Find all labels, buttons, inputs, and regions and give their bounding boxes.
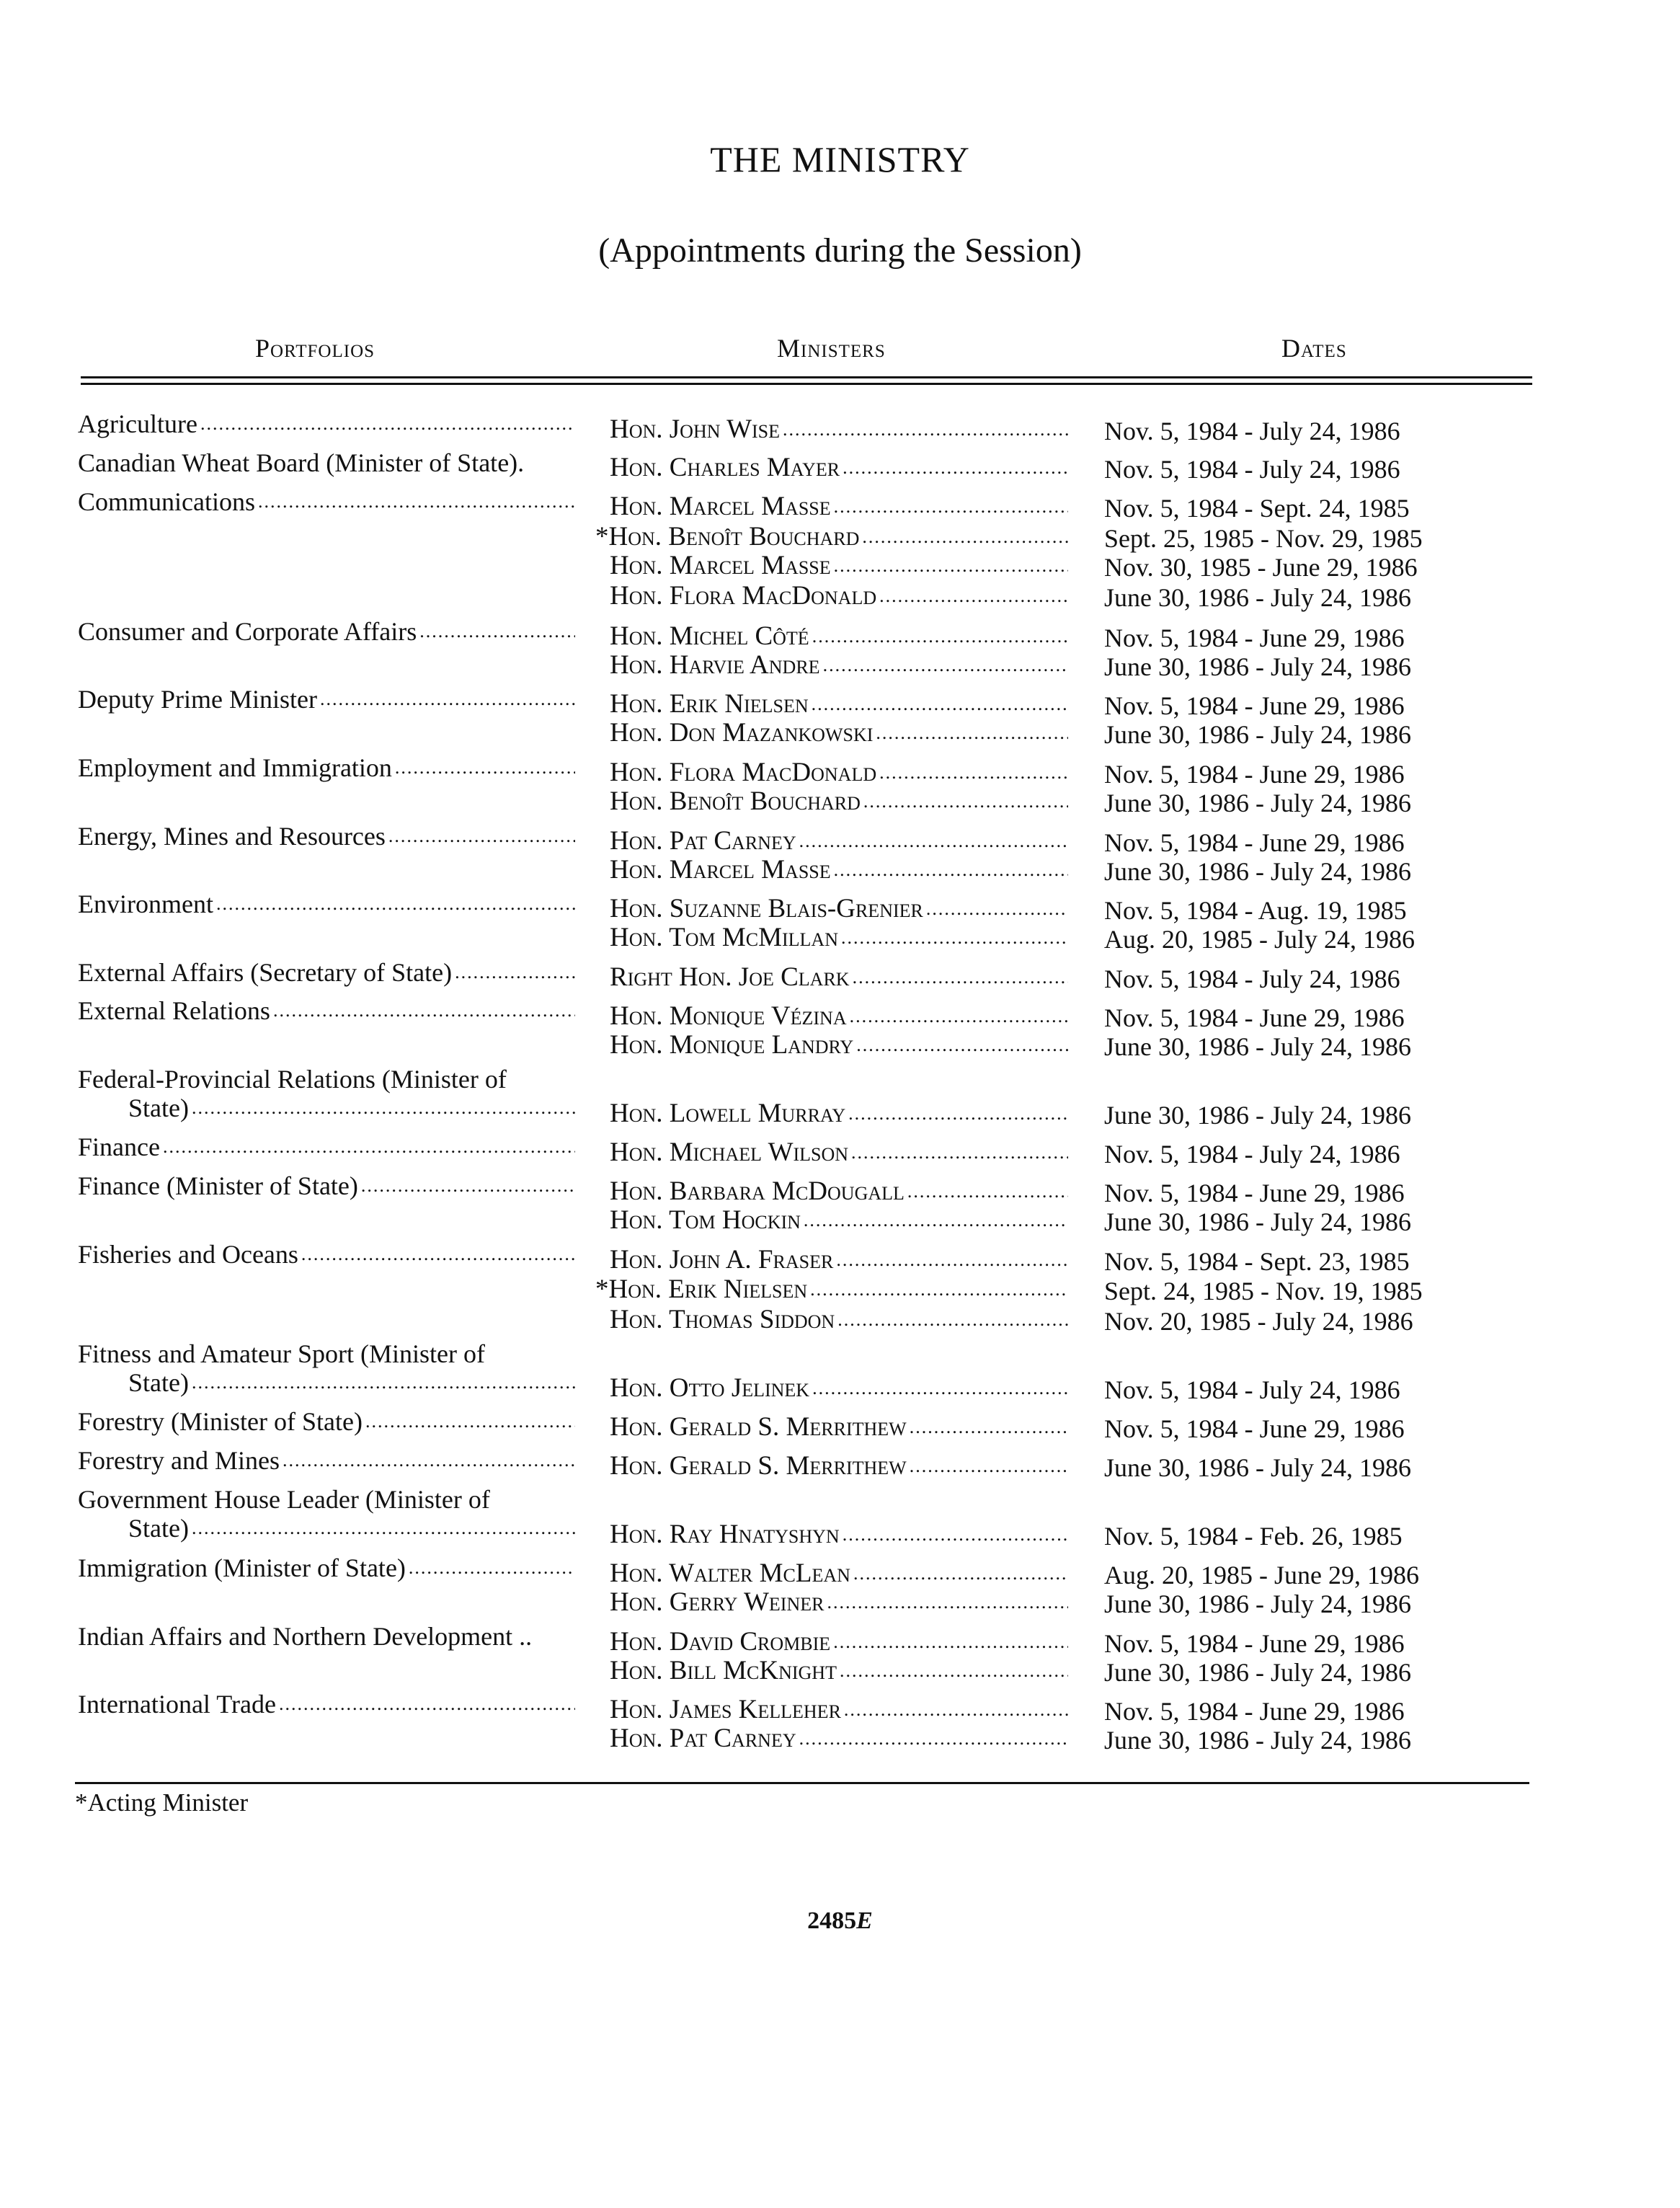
minister-name: Hon. Benoît Bouchard <box>610 786 861 816</box>
minister-name: Hon. Flora MacDonald <box>610 581 877 611</box>
portfolio-row <box>78 448 575 478</box>
date-range: Nov. 5, 1984 - July 24, 1986 <box>1104 965 1400 993</box>
minister-entry <box>595 1274 1068 1305</box>
leader-dots <box>876 758 1068 788</box>
date-range: Nov. 5, 1984 - July 24, 1986 <box>1104 1140 1400 1169</box>
minister-name: Hon. John A. Fraser <box>610 1245 834 1274</box>
date-range: June 30, 1986 - July 24, 1986 <box>1104 1658 1411 1687</box>
portfolio-label: Fisheries and Oceans <box>78 1240 298 1269</box>
minister-entry <box>610 551 1068 581</box>
leader-dots <box>807 1274 1068 1305</box>
leader-dots <box>873 718 1068 748</box>
leader-dots <box>835 1305 1068 1335</box>
leader-dots <box>189 1093 575 1123</box>
minister-name: Hon. Otto Jelinek <box>610 1373 810 1403</box>
minister-name: *Hon. Benoît Bouchard <box>595 522 860 551</box>
leader-dots <box>824 1587 1068 1618</box>
portfolio-label: Employment and Immigration <box>78 753 392 782</box>
minister-entry <box>610 718 1068 748</box>
leader-dots <box>160 1132 575 1162</box>
leader-dots <box>298 1239 575 1269</box>
portfolio-label: Communications <box>78 487 255 516</box>
minister-name: Hon. Charles Mayer <box>610 453 840 482</box>
minister-entry <box>610 1656 1068 1686</box>
minister-entry <box>610 1559 1068 1589</box>
minister-name: Hon. Monique Landry <box>610 1030 854 1060</box>
portfolio-label: International Trade <box>78 1690 276 1719</box>
date-range: Nov. 5, 1984 - June 29, 1986 <box>1104 1414 1405 1443</box>
minister-entry <box>595 522 1068 552</box>
page-subtitle: (Appointments during the Session) <box>598 231 1082 270</box>
footnote: *Acting Minister <box>75 1788 249 1817</box>
portfolio-label: Energy, Mines and Resources <box>78 822 386 851</box>
minister-name: Hon. Gerry Weiner <box>610 1587 825 1617</box>
minister-name: Hon. Thomas Siddon <box>610 1305 835 1334</box>
minister-name: Hon. Monique Vézina <box>610 1001 847 1031</box>
minister-entry <box>610 1138 1068 1168</box>
leader-dots <box>363 1406 575 1437</box>
minister-entry <box>610 855 1068 885</box>
leader-dots <box>876 581 1068 611</box>
portfolio-row <box>78 1621 575 1651</box>
minister-entry <box>610 1030 1068 1060</box>
date-range: Sept. 24, 1985 - Nov. 19, 1985 <box>1104 1277 1423 1305</box>
leader-dots <box>850 1559 1068 1589</box>
date-range: June 30, 1986 - July 24, 1986 <box>1104 1207 1411 1236</box>
portfolio-row <box>78 1171 575 1201</box>
portfolio-row <box>78 957 575 988</box>
minister-name: Hon. Michael Wilson <box>610 1138 849 1167</box>
date-range: Nov. 5, 1984 - July 24, 1986 <box>1104 455 1400 484</box>
minister-entry <box>610 786 1068 817</box>
date-range: Nov. 5, 1984 - June 29, 1986 <box>1104 1629 1405 1658</box>
leader-dots <box>317 684 575 714</box>
minister-entry <box>610 1587 1068 1618</box>
portfolio-label: Deputy Prime Minister <box>78 685 317 714</box>
minister-name: Hon. Erik Nielsen <box>610 689 809 719</box>
leader-dots <box>907 1451 1068 1481</box>
column-header-dates: Dates <box>1281 334 1347 363</box>
leader-dots <box>809 1373 1068 1404</box>
minister-entry <box>610 962 1068 993</box>
minister-entry <box>610 1205 1068 1236</box>
leader-dots <box>831 855 1068 885</box>
portfolio-label: Indian Affairs and Northern Development .. <box>78 1622 533 1651</box>
minister-name: Hon. Marcel Masse <box>610 855 831 884</box>
column-header-portfolios: Portfolios <box>255 334 375 363</box>
date-range: June 30, 1986 - July 24, 1986 <box>1104 583 1411 612</box>
date-range: Nov. 5, 1984 - June 29, 1986 <box>1104 624 1405 652</box>
leader-dots <box>189 1513 575 1543</box>
portfolio-row <box>78 616 575 647</box>
minister-name: Right Hon. Joe Clark <box>610 962 850 992</box>
portfolio-row <box>78 684 575 714</box>
minister-name: Hon. Don Mazankowski <box>610 718 874 748</box>
date-range: June 30, 1986 - July 24, 1986 <box>1104 1101 1411 1130</box>
minister-name: Hon. Suzanne Blais-Grenier <box>610 894 923 923</box>
leader-dots <box>417 616 575 647</box>
date-range: Nov. 5, 1984 - Feb. 26, 1985 <box>1104 1522 1403 1551</box>
leader-dots <box>392 753 575 783</box>
date-range: June 30, 1986 - July 24, 1986 <box>1104 1590 1411 1618</box>
minister-name: *Hon. Erik Nielsen <box>595 1274 808 1304</box>
leader-dots <box>847 1001 1068 1032</box>
leader-dots <box>358 1171 575 1201</box>
portfolio-label: State) <box>128 1368 189 1397</box>
date-range: Nov. 20, 1985 - July 24, 1986 <box>1104 1307 1413 1336</box>
minister-entry <box>610 492 1068 522</box>
date-range: Sept. 25, 1985 - Nov. 29, 1985 <box>1104 524 1423 553</box>
leader-dots <box>801 1205 1068 1236</box>
date-range: June 30, 1986 - July 24, 1986 <box>1104 720 1411 749</box>
portfolio-row <box>78 1339 575 1369</box>
minister-entry <box>610 1627 1068 1657</box>
minister-name: Hon. Flora MacDonald <box>610 758 877 787</box>
leader-dots <box>853 1030 1068 1060</box>
portfolio-label: Consumer and Corporate Affairs <box>78 617 417 646</box>
leader-dots <box>270 996 575 1026</box>
minister-entry <box>610 1373 1068 1404</box>
minister-entry <box>610 758 1068 788</box>
portfolio-label: Finance (Minister of State) <box>78 1171 358 1200</box>
portfolio-row <box>78 1484 575 1515</box>
page-number <box>0 1907 1680 1935</box>
leader-dots <box>840 453 1068 483</box>
date-range: June 30, 1986 - July 24, 1986 <box>1104 789 1411 817</box>
minister-name: Hon. Barbara McDougall <box>610 1176 905 1206</box>
minister-entry <box>610 1695 1068 1725</box>
leader-dots <box>923 894 1068 924</box>
portfolio-row <box>78 409 575 439</box>
date-range: Nov. 5, 1984 - July 24, 1986 <box>1104 417 1400 445</box>
table-bottom-rule <box>75 1782 1529 1784</box>
page-number-suffix: E <box>856 1907 873 1934</box>
leader-dots <box>837 1656 1068 1686</box>
minister-entry <box>610 1176 1068 1207</box>
minister-name: Hon. Ray Hnatyshyn <box>610 1520 840 1549</box>
minister-name: Hon. Bill McKnight <box>610 1656 837 1685</box>
minister-name: Hon. James Kelleher <box>610 1695 841 1724</box>
portfolio-row <box>78 1406 575 1437</box>
portfolio-label: Immigration (Minister of State) <box>78 1553 406 1582</box>
minister-entry <box>610 650 1068 680</box>
minister-entry <box>610 894 1068 924</box>
minister-entry <box>610 1245 1068 1275</box>
leader-dots <box>861 786 1068 817</box>
minister-name: Hon. Lowell Murray <box>610 1099 846 1128</box>
minister-entry <box>610 621 1068 652</box>
leader-dots <box>820 650 1068 680</box>
portfolio-row <box>78 1132 575 1162</box>
minister-name: Hon. David Crombie <box>610 1627 831 1657</box>
leader-dots <box>840 1520 1068 1550</box>
portfolio-row <box>78 996 575 1026</box>
page-title: THE MINISTRY <box>710 139 970 179</box>
column-header-ministers: Ministers <box>777 334 886 363</box>
minister-name: Hon. Marcel Masse <box>610 551 831 580</box>
date-range: Aug. 20, 1985 - June 29, 1986 <box>1104 1561 1419 1590</box>
date-range: Nov. 5, 1984 - Sept. 23, 1985 <box>1104 1247 1410 1276</box>
minister-name: Hon. Gerald S. Merrithew <box>610 1412 907 1442</box>
portfolio-label: Fitness and Amateur Sport (Minister of <box>78 1339 485 1368</box>
minister-entry <box>610 1412 1068 1442</box>
date-range: Nov. 30, 1985 - June 29, 1986 <box>1104 553 1418 582</box>
portfolio-row <box>78 821 575 851</box>
leader-dots <box>841 1695 1068 1725</box>
portfolio-label: Government House Leader (Minister of <box>78 1485 490 1514</box>
portfolio-label: External Relations <box>78 996 270 1025</box>
minister-entry <box>610 1451 1068 1481</box>
portfolio-label: External Affairs (Secretary of State) <box>78 958 453 987</box>
leader-dots <box>907 1412 1068 1442</box>
leader-dots <box>189 1367 575 1398</box>
leader-dots <box>280 1445 575 1476</box>
portfolio-row <box>128 1367 575 1398</box>
date-range: June 30, 1986 - July 24, 1986 <box>1104 1453 1411 1482</box>
date-range: Nov. 5, 1984 - Sept. 24, 1985 <box>1104 494 1410 523</box>
portfolio-row <box>78 1445 575 1476</box>
leader-dots <box>905 1176 1068 1207</box>
minister-name: Hon. Gerald S. Merrithew <box>610 1451 907 1481</box>
leader-dots <box>452 957 575 988</box>
portfolio-row <box>78 487 575 517</box>
leader-dots <box>197 409 575 439</box>
leader-dots <box>831 551 1068 581</box>
portfolio-label: State) <box>128 1514 189 1543</box>
portfolio-row <box>78 889 575 919</box>
date-range: Nov. 5, 1984 - Aug. 19, 1985 <box>1104 896 1407 925</box>
leader-dots <box>213 889 575 919</box>
leader-dots <box>850 962 1068 993</box>
portfolio-label: Finance <box>78 1132 160 1161</box>
minister-entry <box>610 1520 1068 1550</box>
leader-dots <box>809 621 1068 652</box>
leader-dots <box>276 1689 575 1719</box>
portfolio-label: Environment <box>78 890 213 918</box>
leader-dots <box>809 689 1068 719</box>
leader-dots <box>831 492 1068 522</box>
portfolio-label: Forestry (Minister of State) <box>78 1407 363 1436</box>
minister-entry <box>610 453 1068 483</box>
date-range: June 30, 1986 - July 24, 1986 <box>1104 857 1411 886</box>
leader-dots <box>830 1627 1068 1657</box>
minister-entry <box>610 1001 1068 1032</box>
date-range: Nov. 5, 1984 - June 29, 1986 <box>1104 1697 1405 1726</box>
leader-dots <box>406 1553 575 1583</box>
portfolio-label: Forestry and Mines <box>78 1446 280 1475</box>
portfolio-row <box>128 1513 575 1543</box>
portfolio-label: Federal-Provincial Relations (Minister of <box>78 1065 507 1094</box>
leader-dots <box>796 826 1068 856</box>
portfolio-row <box>78 1553 575 1583</box>
leader-dots <box>838 923 1068 953</box>
minister-name: Hon. Michel Côté <box>610 621 809 651</box>
portfolio-row <box>128 1093 575 1123</box>
portfolio-label: Agriculture <box>78 409 197 438</box>
minister-entry <box>610 1305 1068 1335</box>
date-range: June 30, 1986 - July 24, 1986 <box>1104 652 1411 681</box>
minister-entry <box>610 1099 1068 1129</box>
portfolio-row <box>78 753 575 783</box>
minister-name: Hon. Marcel Masse <box>610 492 831 521</box>
minister-entry <box>610 1724 1068 1754</box>
minister-entry <box>610 581 1068 611</box>
leader-dots <box>833 1245 1068 1275</box>
date-range: Nov. 5, 1984 - June 29, 1986 <box>1104 760 1405 789</box>
minister-entry <box>610 689 1068 719</box>
portfolio-row <box>78 1689 575 1719</box>
header-double-rule <box>81 376 1532 385</box>
leader-dots <box>255 487 575 517</box>
minister-name: Hon. Tom Hockin <box>610 1205 801 1235</box>
minister-entry <box>610 414 1068 445</box>
leader-dots <box>386 821 575 851</box>
minister-name: Hon. Pat Carney <box>610 1724 796 1753</box>
date-range: Nov. 5, 1984 - June 29, 1986 <box>1104 1003 1405 1032</box>
date-range: Nov. 5, 1984 - June 29, 1986 <box>1104 828 1405 857</box>
date-range: Aug. 20, 1985 - July 24, 1986 <box>1104 925 1415 954</box>
page-number-value: 2485 <box>807 1907 857 1934</box>
portfolio-label: State) <box>128 1094 189 1122</box>
leader-dots <box>845 1099 1068 1129</box>
leader-dots <box>796 1724 1068 1754</box>
leader-dots <box>848 1138 1068 1168</box>
minister-entry <box>610 923 1068 953</box>
minister-name: Hon. Harvie Andre <box>610 650 820 680</box>
minister-name: Hon. Tom McMillan <box>610 923 838 952</box>
portfolio-row <box>78 1239 575 1269</box>
date-range: June 30, 1986 - July 24, 1986 <box>1104 1032 1411 1061</box>
date-range: Nov. 5, 1984 - July 24, 1986 <box>1104 1375 1400 1404</box>
minister-entry <box>610 826 1068 856</box>
minister-name: Hon. John Wise <box>610 414 781 444</box>
portfolio-label: Canadian Wheat Board (Minister of State). <box>78 448 525 477</box>
minister-name: Hon. Pat Carney <box>610 826 796 856</box>
date-range: Nov. 5, 1984 - June 29, 1986 <box>1104 691 1405 720</box>
date-range: Nov. 5, 1984 - June 29, 1986 <box>1104 1179 1405 1207</box>
minister-name: Hon. Walter McLean <box>610 1559 850 1588</box>
date-range: June 30, 1986 - July 24, 1986 <box>1104 1726 1411 1755</box>
leader-dots <box>859 522 1068 552</box>
leader-dots <box>780 414 1068 445</box>
portfolio-row <box>78 1064 575 1094</box>
